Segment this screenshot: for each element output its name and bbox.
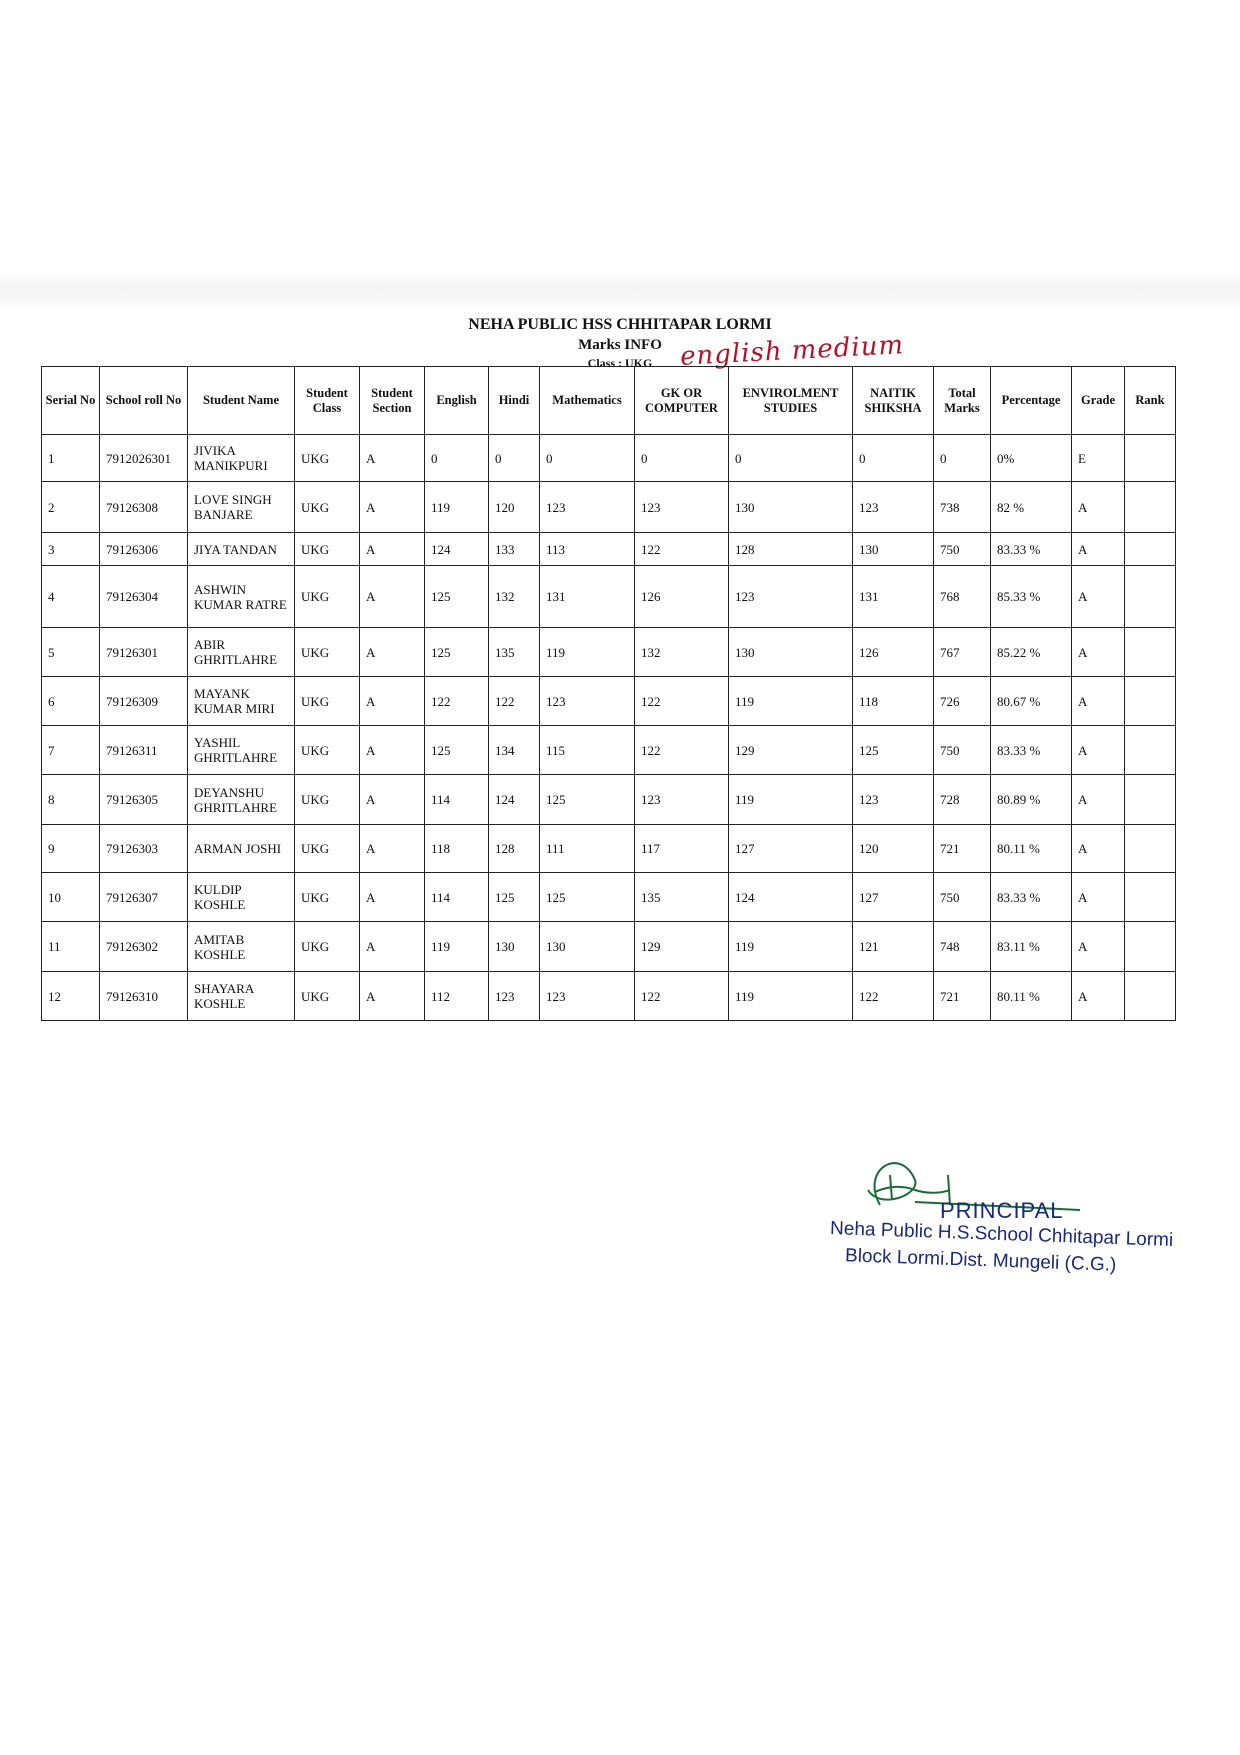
table-cell: 130 xyxy=(489,922,540,972)
table-cell: UKG xyxy=(295,435,360,482)
table-cell xyxy=(1125,533,1176,566)
table-cell: A xyxy=(360,972,425,1021)
table-cell: 120 xyxy=(853,825,934,873)
table-cell: A xyxy=(360,566,425,628)
table-cell: 125 xyxy=(540,775,635,825)
table-cell: 131 xyxy=(853,566,934,628)
table-cell: A xyxy=(1072,775,1125,825)
table-cell: ARMAN JOSHI xyxy=(188,825,295,873)
column-header: GK OR COMPUTER xyxy=(635,367,729,435)
table-cell xyxy=(1125,628,1176,677)
table-cell: 0 xyxy=(934,435,991,482)
table-cell: 111 xyxy=(540,825,635,873)
table-cell xyxy=(1125,972,1176,1021)
table-cell: 0 xyxy=(853,435,934,482)
table-cell: 721 xyxy=(934,825,991,873)
table-cell: 123 xyxy=(540,482,635,533)
table-cell: 79126310 xyxy=(100,972,188,1021)
table-cell: KULDIP KOSHLE xyxy=(188,873,295,922)
marks-table xyxy=(41,366,1176,1021)
table-cell: 124 xyxy=(425,533,489,566)
table-cell: 79126307 xyxy=(100,873,188,922)
scan-noise-band xyxy=(0,272,1240,312)
table-cell: 123 xyxy=(853,775,934,825)
column-header: Total Marks xyxy=(934,367,991,435)
table-cell: 114 xyxy=(425,873,489,922)
table-row xyxy=(42,482,1176,533)
table-cell: 124 xyxy=(729,873,853,922)
table-cell: 726 xyxy=(934,677,991,726)
column-header: School roll No xyxy=(100,367,188,435)
table-cell: AMITAB KOSHLE xyxy=(188,922,295,972)
table-cell: 83.33 % xyxy=(991,533,1072,566)
table-cell: 768 xyxy=(934,566,991,628)
table-cell: 83.11 % xyxy=(991,922,1072,972)
table-cell: UKG xyxy=(295,825,360,873)
table-cell: 0% xyxy=(991,435,1072,482)
table-cell: 79126303 xyxy=(100,825,188,873)
table-cell: A xyxy=(1072,628,1125,677)
column-header: Mathematics xyxy=(540,367,635,435)
table-cell: 83.33 % xyxy=(991,726,1072,775)
school-title: NEHA PUBLIC HSS CHHITAPAR LORMI xyxy=(468,316,772,333)
table-cell: 123 xyxy=(635,775,729,825)
table-cell: 130 xyxy=(729,482,853,533)
table-cell: 80.67 % xyxy=(991,677,1072,726)
table-cell: A xyxy=(360,726,425,775)
table-cell: 125 xyxy=(425,566,489,628)
table-cell: 134 xyxy=(489,726,540,775)
table-row xyxy=(42,922,1176,972)
handwritten-note: english medium xyxy=(679,330,905,372)
table-cell: 119 xyxy=(729,972,853,1021)
table-cell: 721 xyxy=(934,972,991,1021)
table-cell: 118 xyxy=(425,825,489,873)
table-cell: A xyxy=(360,628,425,677)
table-row xyxy=(42,972,1176,1021)
table-cell: 83.33 % xyxy=(991,873,1072,922)
table-cell: 133 xyxy=(489,533,540,566)
table-cell xyxy=(1125,775,1176,825)
column-header: Student Name xyxy=(188,367,295,435)
table-cell: 738 xyxy=(934,482,991,533)
table-cell: 119 xyxy=(729,922,853,972)
column-header: Student Class xyxy=(295,367,360,435)
table-cell: ASHWIN KUMAR RATRE xyxy=(188,566,295,628)
table-cell: 123 xyxy=(540,677,635,726)
table-cell: 123 xyxy=(540,972,635,1021)
table-row xyxy=(42,825,1176,873)
column-header: ENVIROLMENT STUDIES xyxy=(729,367,853,435)
table-cell: 80.11 % xyxy=(991,972,1072,1021)
table-cell: 122 xyxy=(635,677,729,726)
table-cell: 122 xyxy=(635,972,729,1021)
column-header: Rank xyxy=(1125,367,1176,435)
table-cell: 117 xyxy=(635,825,729,873)
table-cell: 0 xyxy=(635,435,729,482)
table-row xyxy=(42,628,1176,677)
table-cell: 728 xyxy=(934,775,991,825)
table-cell: 4 xyxy=(42,566,100,628)
table-cell: 0 xyxy=(489,435,540,482)
table-cell: LOVE SINGH BANJARE xyxy=(188,482,295,533)
column-header: Hindi xyxy=(489,367,540,435)
table-cell: 123 xyxy=(729,566,853,628)
table-cell: 125 xyxy=(425,628,489,677)
column-header: Student Section xyxy=(360,367,425,435)
table-cell: 119 xyxy=(729,775,853,825)
table-cell: A xyxy=(1072,726,1125,775)
table-cell: A xyxy=(1072,922,1125,972)
table-cell: A xyxy=(360,435,425,482)
table-cell xyxy=(1125,873,1176,922)
table-cell xyxy=(1125,922,1176,972)
table-cell: 123 xyxy=(853,482,934,533)
table-cell: 1 xyxy=(42,435,100,482)
table-cell: 129 xyxy=(635,922,729,972)
table-cell: 85.22 % xyxy=(991,628,1072,677)
table-cell xyxy=(1125,825,1176,873)
table-cell: 79126306 xyxy=(100,533,188,566)
table-cell: MAYANK KUMAR MIRI xyxy=(188,677,295,726)
table-cell: A xyxy=(360,775,425,825)
column-header: NAITIK SHIKSHA xyxy=(853,367,934,435)
table-cell: 6 xyxy=(42,677,100,726)
table-cell: 119 xyxy=(729,677,853,726)
table-cell: DEYANSHU GHRITLAHRE xyxy=(188,775,295,825)
table-cell: 10 xyxy=(42,873,100,922)
table-cell: 130 xyxy=(540,922,635,972)
table-cell xyxy=(1125,482,1176,533)
table-row xyxy=(42,677,1176,726)
table-cell: JIYA TANDAN xyxy=(188,533,295,566)
table-cell: UKG xyxy=(295,482,360,533)
table-cell: 79126308 xyxy=(100,482,188,533)
table-cell: A xyxy=(1072,482,1125,533)
table-cell: A xyxy=(360,922,425,972)
table-cell: A xyxy=(1072,825,1125,873)
table-cell xyxy=(1125,677,1176,726)
table-cell: 79126311 xyxy=(100,726,188,775)
table-cell: 125 xyxy=(540,873,635,922)
table-cell: 135 xyxy=(489,628,540,677)
table-cell: UKG xyxy=(295,628,360,677)
table-cell xyxy=(1125,726,1176,775)
table-cell: 128 xyxy=(489,825,540,873)
table-cell: 80.89 % xyxy=(991,775,1072,825)
table-cell: 114 xyxy=(425,775,489,825)
table-cell: 79126302 xyxy=(100,922,188,972)
table-cell: 126 xyxy=(853,628,934,677)
class-label: Class : UKG xyxy=(587,356,653,370)
table-cell: 130 xyxy=(729,628,853,677)
document-subtitle: Marks INFO xyxy=(578,337,662,353)
table-cell: 129 xyxy=(729,726,853,775)
table-cell: 9 xyxy=(42,825,100,873)
table-cell: 12 xyxy=(42,972,100,1021)
table-cell: 132 xyxy=(489,566,540,628)
table-cell: 132 xyxy=(635,628,729,677)
table-cell: 125 xyxy=(853,726,934,775)
table-header-row xyxy=(42,367,1176,435)
table-cell: 0 xyxy=(540,435,635,482)
table-cell: 118 xyxy=(853,677,934,726)
table-cell: A xyxy=(1072,533,1125,566)
table-row xyxy=(42,873,1176,922)
table-cell: 119 xyxy=(425,482,489,533)
table-cell: UKG xyxy=(295,873,360,922)
table-cell: UKG xyxy=(295,922,360,972)
table-cell: UKG xyxy=(295,972,360,1021)
table-cell: 112 xyxy=(425,972,489,1021)
column-header: Percentage xyxy=(991,367,1072,435)
table-cell: 750 xyxy=(934,726,991,775)
table-cell: E xyxy=(1072,435,1125,482)
table-cell: 127 xyxy=(729,825,853,873)
table-cell: A xyxy=(1072,873,1125,922)
table-cell: UKG xyxy=(295,677,360,726)
table-cell: JIVIKA MANIKPURI xyxy=(188,435,295,482)
table-cell: 3 xyxy=(42,533,100,566)
table-cell: 122 xyxy=(635,726,729,775)
table-cell: 123 xyxy=(489,972,540,1021)
table-row xyxy=(42,775,1176,825)
table-cell: 125 xyxy=(489,873,540,922)
table-cell: 115 xyxy=(540,726,635,775)
table-cell: 82 % xyxy=(991,482,1072,533)
table-row xyxy=(42,435,1176,482)
table-cell: 85.33 % xyxy=(991,566,1072,628)
table-cell: 135 xyxy=(635,873,729,922)
table-cell: 120 xyxy=(489,482,540,533)
table-cell: 750 xyxy=(934,873,991,922)
table-cell: 123 xyxy=(635,482,729,533)
table-row xyxy=(42,566,1176,628)
table-cell: 7912026301 xyxy=(100,435,188,482)
stamp-line-1: Neha Public H.S.School Chhitapar Lormi xyxy=(829,1218,1174,1251)
table-cell: A xyxy=(360,533,425,566)
table-cell: 122 xyxy=(425,677,489,726)
stamp-title: PRINCIPAL xyxy=(940,1198,1064,1223)
table-cell: 113 xyxy=(540,533,635,566)
table-cell: 130 xyxy=(853,533,934,566)
table-cell: 127 xyxy=(853,873,934,922)
table-cell: 0 xyxy=(425,435,489,482)
table-cell: 119 xyxy=(425,922,489,972)
table-cell: 767 xyxy=(934,628,991,677)
column-header: English xyxy=(425,367,489,435)
table-cell: SHAYARA KOSHLE xyxy=(188,972,295,1021)
table-cell: 119 xyxy=(540,628,635,677)
table-cell: 128 xyxy=(729,533,853,566)
table-row xyxy=(42,533,1176,566)
table-cell: 131 xyxy=(540,566,635,628)
table-cell: A xyxy=(1072,972,1125,1021)
table-cell: 79126309 xyxy=(100,677,188,726)
table-cell: A xyxy=(1072,677,1125,726)
table-cell: 11 xyxy=(42,922,100,972)
table-cell: ABIR GHRITLAHRE xyxy=(188,628,295,677)
table-cell: 122 xyxy=(489,677,540,726)
table-cell: UKG xyxy=(295,566,360,628)
table-cell: A xyxy=(360,677,425,726)
table-cell: 0 xyxy=(729,435,853,482)
column-header: Grade xyxy=(1072,367,1125,435)
table-cell: 126 xyxy=(635,566,729,628)
table-cell: 122 xyxy=(635,533,729,566)
table-cell: 2 xyxy=(42,482,100,533)
table-cell: A xyxy=(1072,566,1125,628)
table-cell xyxy=(1125,566,1176,628)
table-cell: UKG xyxy=(295,775,360,825)
table-cell: 8 xyxy=(42,775,100,825)
table-cell: 79126301 xyxy=(100,628,188,677)
table-cell: 121 xyxy=(853,922,934,972)
table-cell: 122 xyxy=(853,972,934,1021)
stamp-line-2: Block Lormi.Dist. Mungeli (C.G.) xyxy=(844,1245,1117,1276)
table-cell: 79126305 xyxy=(100,775,188,825)
table-cell: 125 xyxy=(425,726,489,775)
table-cell: 5 xyxy=(42,628,100,677)
table-cell: UKG xyxy=(295,726,360,775)
table-cell: 124 xyxy=(489,775,540,825)
column-header: Serial No xyxy=(42,367,100,435)
table-cell: 750 xyxy=(934,533,991,566)
table-cell: A xyxy=(360,825,425,873)
table-cell: 79126304 xyxy=(100,566,188,628)
table-cell: 748 xyxy=(934,922,991,972)
table-cell: 80.11 % xyxy=(991,825,1072,873)
table-row xyxy=(42,726,1176,775)
table-cell: 7 xyxy=(42,726,100,775)
table-cell xyxy=(1125,435,1176,482)
table-cell: YASHIL GHRITLAHRE xyxy=(188,726,295,775)
table-cell: A xyxy=(360,873,425,922)
table-cell: UKG xyxy=(295,533,360,566)
table-cell: A xyxy=(360,482,425,533)
